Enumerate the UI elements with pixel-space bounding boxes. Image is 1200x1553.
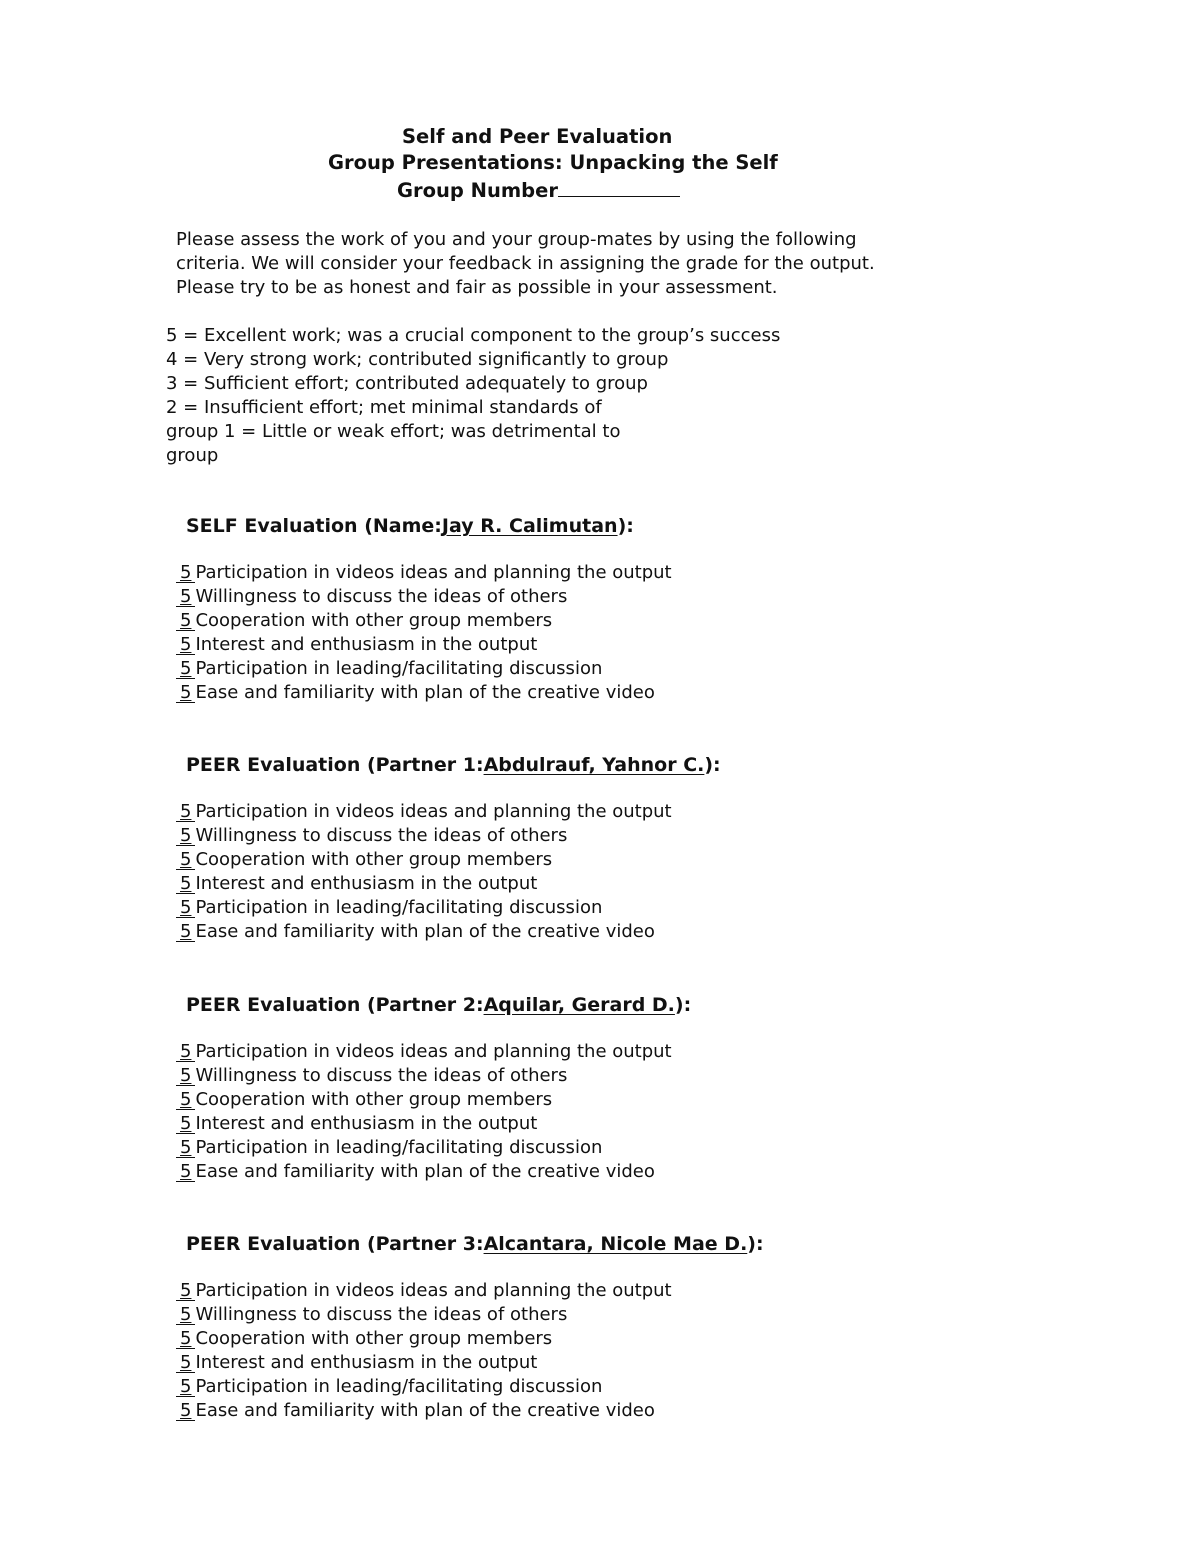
score-field[interactable]: 5 bbox=[176, 588, 195, 607]
title-block bbox=[0, 124, 1200, 204]
evaluated-person-name: Aquilar, Gerard D. bbox=[483, 994, 675, 1016]
criterion-text: Participation in videos ideas and planning the output bbox=[195, 1280, 672, 1301]
criterion-text: Cooperation with other group members bbox=[195, 610, 553, 631]
criterion-item bbox=[176, 1112, 976, 1136]
criteria-list bbox=[176, 1279, 976, 1423]
evaluated-person-name: Alcantara, Nicole Mae D. bbox=[483, 1233, 748, 1255]
instructions-line: criteria. We will consider your feedback in assigning the grade for the output. bbox=[176, 253, 875, 275]
criterion-item bbox=[176, 561, 976, 585]
section-heading-suffix: ): bbox=[617, 515, 634, 537]
criterion-text: Participation in leading/facilitating discussion bbox=[195, 1376, 603, 1397]
score-field[interactable]: 5 bbox=[176, 684, 195, 703]
criterion-text: Willingness to discuss the ideas of others bbox=[195, 825, 568, 846]
criteria-list bbox=[176, 561, 976, 705]
criterion-text: Cooperation with other group members bbox=[195, 1328, 553, 1349]
criterion-item bbox=[176, 1375, 976, 1399]
group-number-blank bbox=[558, 176, 680, 197]
criterion-item bbox=[176, 1064, 976, 1088]
criterion-item bbox=[176, 1160, 976, 1184]
criterion-item bbox=[176, 1327, 976, 1351]
criterion-item bbox=[176, 872, 976, 896]
section-heading-suffix: ): bbox=[747, 1233, 764, 1255]
score-field[interactable]: 5 bbox=[176, 1402, 195, 1421]
criterion-text: Cooperation with other group members bbox=[195, 849, 553, 870]
section-heading-prefix: PEER Evaluation (Partner 3: bbox=[186, 1233, 484, 1255]
rating-scale-line: 2 = Insufficient effort; met minimal standards of bbox=[166, 397, 602, 418]
criterion-text: Participation in leading/facilitating discussion bbox=[195, 658, 603, 679]
criterion-item bbox=[176, 633, 976, 657]
evaluated-person-name: Jay R. Calimutan bbox=[441, 515, 618, 537]
score-field[interactable]: 5 bbox=[176, 1282, 195, 1301]
rating-scale-line: 3 = Sufficient effort; contributed adequately to group bbox=[166, 373, 648, 394]
section-heading-prefix: PEER Evaluation (Partner 1: bbox=[186, 754, 484, 776]
document-subtitle: Group Presentations: Unpacking the Self bbox=[328, 151, 778, 174]
criterion-item bbox=[176, 585, 976, 609]
criterion-text: Ease and familiarity with plan of the creative video bbox=[195, 682, 655, 703]
criterion-item bbox=[176, 896, 976, 920]
criterion-item bbox=[176, 800, 976, 824]
section-heading bbox=[176, 992, 976, 1018]
criterion-item bbox=[176, 920, 976, 944]
score-field[interactable]: 5 bbox=[176, 1139, 195, 1158]
criterion-text: Participation in videos ideas and planning the output bbox=[195, 562, 672, 583]
criterion-item bbox=[176, 1399, 976, 1423]
criterion-item bbox=[176, 1351, 976, 1375]
rating-scale-line: 4 = Very strong work; contributed significantly to group bbox=[166, 349, 669, 370]
rating-scale-line: group bbox=[166, 445, 219, 466]
criterion-item bbox=[176, 824, 976, 848]
score-field[interactable]: 5 bbox=[176, 1091, 195, 1110]
section-heading bbox=[176, 513, 976, 539]
criterion-text: Participation in leading/facilitating discussion bbox=[195, 897, 603, 918]
criterion-item bbox=[176, 1279, 976, 1303]
score-field[interactable]: 5 bbox=[176, 803, 195, 822]
peer-evaluation-section-2 bbox=[176, 992, 976, 1184]
score-field[interactable]: 5 bbox=[176, 612, 195, 631]
instructions-line: Please try to be as honest and fair as possible in your assessment. bbox=[176, 277, 778, 299]
criterion-text: Ease and familiarity with plan of the creative video bbox=[195, 921, 655, 942]
score-field[interactable]: 5 bbox=[176, 660, 195, 679]
criteria-list bbox=[176, 1040, 976, 1184]
criterion-text: Ease and familiarity with plan of the creative video bbox=[195, 1161, 655, 1182]
section-heading bbox=[176, 752, 976, 778]
rating-scale bbox=[166, 324, 966, 468]
rating-scale-line: 5 = Excellent work; was a crucial component to the group’s success bbox=[166, 325, 781, 346]
criterion-text: Willingness to discuss the ideas of others bbox=[195, 1304, 568, 1325]
section-heading-prefix: PEER Evaluation (Partner 2: bbox=[186, 994, 484, 1016]
score-field[interactable]: 5 bbox=[176, 1163, 195, 1182]
criteria-list bbox=[176, 800, 976, 944]
criterion-text: Willingness to discuss the ideas of others bbox=[195, 586, 568, 607]
score-field[interactable]: 5 bbox=[176, 899, 195, 918]
section-heading-suffix: ): bbox=[704, 754, 721, 776]
criterion-item bbox=[176, 1303, 976, 1327]
criterion-item bbox=[176, 848, 976, 872]
criterion-text: Interest and enthusiasm in the output bbox=[195, 1352, 538, 1373]
score-field[interactable]: 5 bbox=[176, 564, 195, 583]
criterion-text: Interest and enthusiasm in the output bbox=[195, 1113, 538, 1134]
score-field[interactable]: 5 bbox=[176, 636, 195, 655]
criterion-text: Participation in leading/facilitating discussion bbox=[195, 1137, 603, 1158]
document-title: Self and Peer Evaluation bbox=[402, 125, 673, 148]
peer-evaluation-section-3 bbox=[176, 1231, 976, 1423]
section-heading-prefix: SELF Evaluation (Name: bbox=[186, 515, 442, 537]
score-field[interactable]: 5 bbox=[176, 1067, 195, 1086]
evaluated-person-name: Abdulrauf, Yahnor C. bbox=[483, 754, 705, 776]
group-number-line bbox=[0, 176, 1200, 204]
criterion-text: Participation in videos ideas and planning the output bbox=[195, 1041, 672, 1062]
score-field[interactable]: 5 bbox=[176, 851, 195, 870]
criterion-text: Cooperation with other group members bbox=[195, 1089, 553, 1110]
self-evaluation-section bbox=[176, 513, 976, 705]
peer-evaluation-section-1 bbox=[176, 752, 976, 944]
criterion-text: Willingness to discuss the ideas of others bbox=[195, 1065, 568, 1086]
score-field[interactable]: 5 bbox=[176, 1115, 195, 1134]
criterion-text: Interest and enthusiasm in the output bbox=[195, 873, 538, 894]
group-number-label: Group Number bbox=[397, 179, 558, 202]
criterion-item bbox=[176, 657, 976, 681]
score-field[interactable]: 5 bbox=[176, 1354, 195, 1373]
score-field[interactable]: 5 bbox=[176, 1330, 195, 1349]
criterion-item bbox=[176, 1088, 976, 1112]
section-heading-suffix: ): bbox=[674, 994, 692, 1016]
criterion-item bbox=[176, 609, 976, 633]
criterion-text: Participation in videos ideas and planning the output bbox=[195, 801, 672, 822]
instructions-line: Please assess the work of you and your group-mates by using the following bbox=[176, 229, 857, 250]
score-field[interactable]: 5 bbox=[176, 875, 195, 894]
criterion-item bbox=[176, 1136, 976, 1160]
instructions-paragraph bbox=[176, 228, 976, 301]
score-field[interactable]: 5 bbox=[176, 923, 195, 942]
criterion-item bbox=[176, 681, 976, 705]
criterion-text: Ease and familiarity with plan of the creative video bbox=[195, 1400, 655, 1421]
score-field[interactable]: 5 bbox=[176, 1306, 195, 1325]
criterion-item bbox=[176, 1040, 976, 1064]
score-field[interactable]: 5 bbox=[176, 1378, 195, 1397]
criterion-text: Interest and enthusiasm in the output bbox=[195, 634, 538, 655]
section-heading bbox=[176, 1231, 976, 1257]
score-field[interactable]: 5 bbox=[176, 827, 195, 846]
rating-scale-line: group 1 = Little or weak effort; was detrimental to bbox=[166, 421, 621, 442]
score-field[interactable]: 5 bbox=[176, 1043, 195, 1062]
